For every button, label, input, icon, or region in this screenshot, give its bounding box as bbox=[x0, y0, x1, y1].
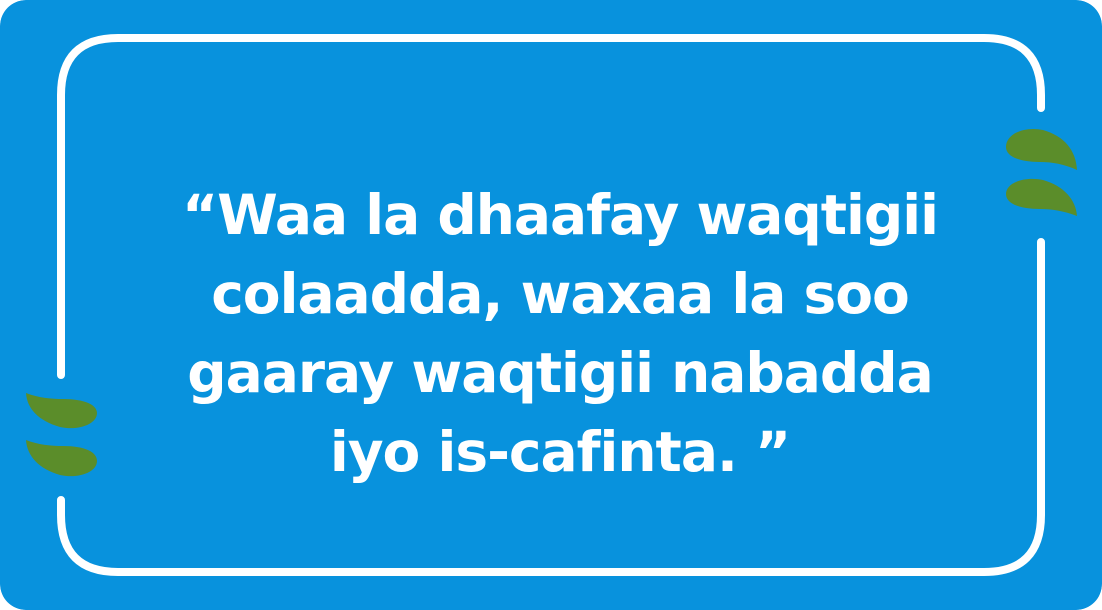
quote-text: “Waa la dhaafay waqtigii colaadda, waxaa la soo gaaray waqtigii nabadda iyo is-cafinta. ” bbox=[182, 183, 938, 484]
